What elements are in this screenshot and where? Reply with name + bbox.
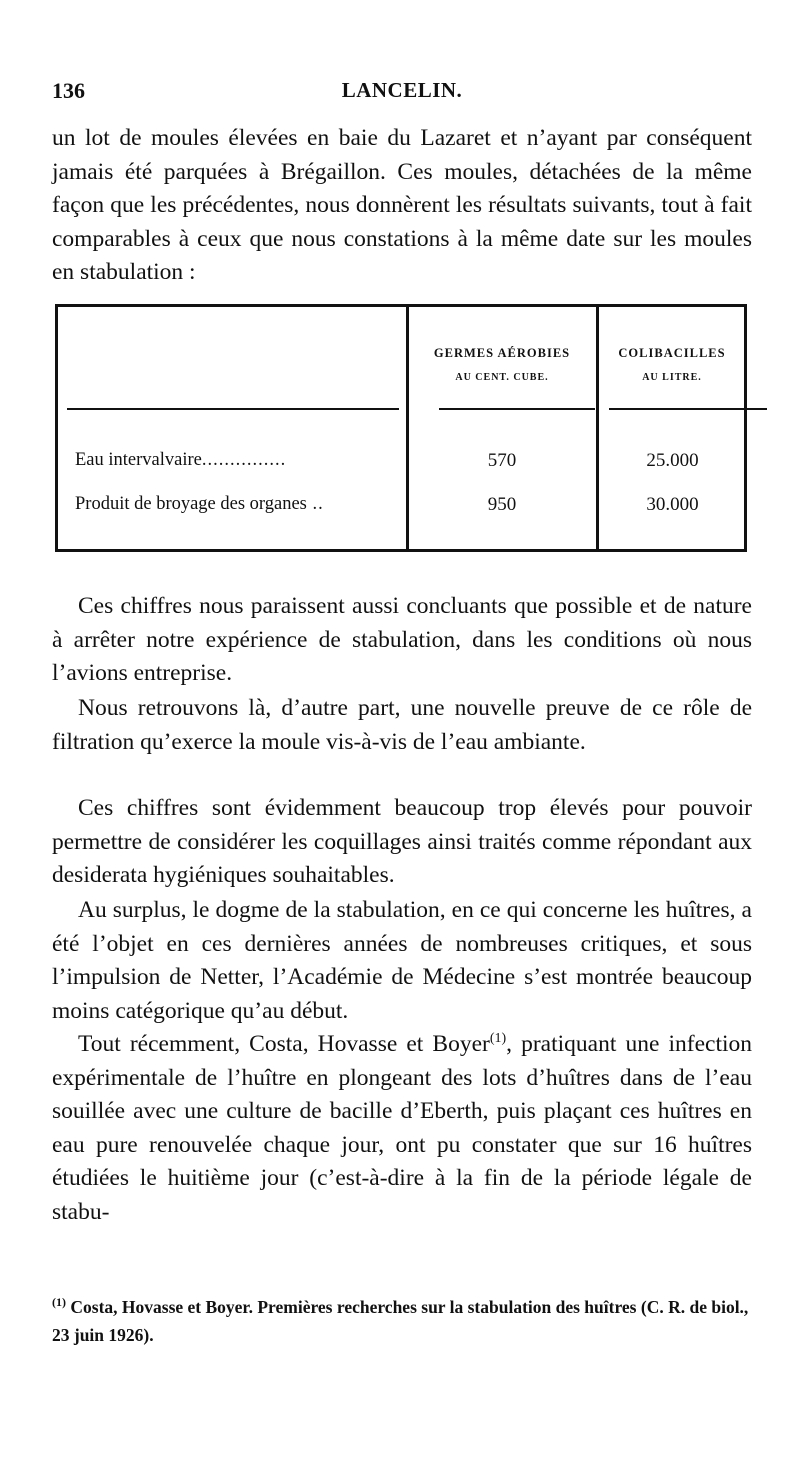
paragraph-2: Ces chiffres nous paraissent aussi concluants que possible et de nature à arrêter notre expérience de stabulation, dans les conditions où nous l’avions entreprise. (52, 593, 752, 686)
row-label (75, 494, 400, 515)
paragraph-1: un lot de moules élevées en baie du Lazaret et n’ayant par conséquent jamais été parquées à Brégaillon. Ces moules, détachées de la même façon que les précédentes, nous donnèrent les résultats suivants, tout à fait comparables à ceux que nous constations à la même date sur les moules en stabulation : (52, 125, 752, 285)
row-label (75, 450, 400, 471)
paragraph-4: Ces chiffres sont évidemment beaucoup trop élevés pour pouvoir permettre de considérer les coquillages ainsi traités comme répondant aux desiderata hygiéniques souhaitables. (52, 795, 752, 888)
table-row (58, 494, 744, 524)
paragraph-6-end: , pratiquant une infection expérimentale de l’huître en plongeant des lots d’huîtres dans de l’eau souillée avec une culture de bacille d’Eberth, puis plaçant ces huîtres en eau pure renouvelée chaque jour, ont pu constater que sur 16 huîtres étudiées le huitième jour (c’est-à-dire à la fin de la période légale de stabu- (52, 1031, 752, 1225)
page-number: 136 (52, 78, 85, 103)
table-row (58, 450, 744, 480)
column-header-germes (410, 345, 594, 385)
header-rule (67, 408, 399, 410)
paragraph-3: Nous retrouvons là, d’autre part, une nouvelle preuve de ce rôle de filtration qu’exerce la moule vis-à-vis de l’eau ambiante. (52, 695, 752, 755)
leader-dots: .. (306, 494, 324, 514)
column-header-colibacilles (600, 345, 744, 385)
running-head (52, 78, 752, 108)
footnote (52, 1288, 752, 1349)
cell-colibacilles: 25.000 (646, 450, 699, 471)
leader-dots: ............... (201, 450, 287, 470)
paragraph-6-start: Tout récemment, Costa, Hovasse et Boyer (78, 1031, 490, 1057)
row-label-text: Produit de broyage des organes (75, 494, 307, 514)
header-rule (439, 408, 595, 410)
cell-germes: 570 (487, 450, 517, 471)
header-rule (609, 408, 767, 410)
cell-germes: 950 (487, 494, 517, 515)
row-label-text: Eau intervalvaire (75, 450, 202, 470)
column-header-germes-line2: AU CENT. CUBE. (455, 372, 549, 383)
footnote-marker: (1) (52, 1295, 66, 1309)
column-header-coli-line1: COLIBACILLES (618, 346, 726, 360)
paragraph-5: Au surplus, le dogme de la stabulation, en ce qui concerne les huîtres, a été l’objet en ces dernières années de nombreuses critiques, et sous l’impulsion de Netter, l’Académie de Médecine s’est montrée beaucoup moins catégorique qu’au début. (52, 897, 752, 1024)
footnote-reference[interactable]: (1) (489, 1031, 507, 1047)
running-title: LANCELIN. (341, 78, 463, 102)
column-header-coli-line2: AU LITRE. (642, 372, 702, 383)
column-header-germes-line1: GERMES AÉROBIES (433, 346, 571, 360)
cell-colibacilles: 30.000 (646, 494, 699, 515)
results-table (55, 304, 747, 552)
footnote-text: Costa, Hovasse et Boyer. Premières recherches sur la stabulation des huîtres (C. R. de biol., 23 juin 1926). (52, 1296, 749, 1345)
paragraph-6 (52, 1028, 752, 1229)
